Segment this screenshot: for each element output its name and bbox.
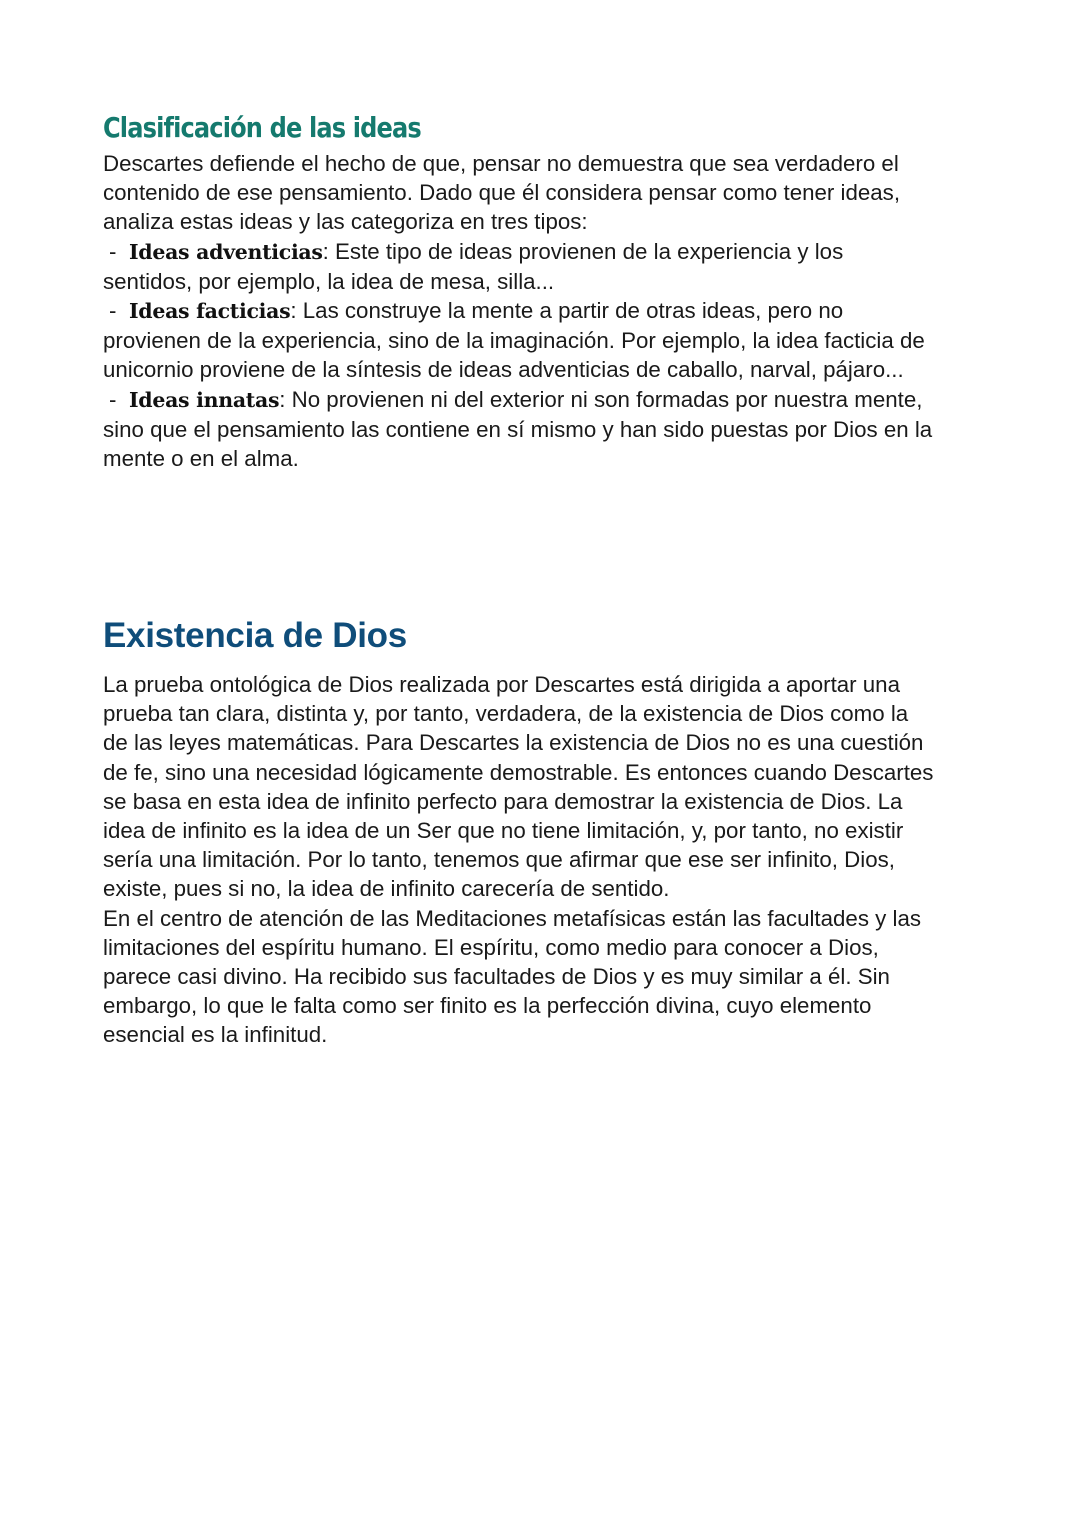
text-line: limitaciones del espíritu humano. El espíritu, como medio para conocer a Dios, bbox=[103, 934, 879, 960]
text-line: En el centro de atención de las Meditaciones metafísicas están las facultades y las bbox=[103, 905, 922, 931]
ideas-body bbox=[103, 149, 983, 473]
definition-text: : Este tipo de ideas provienen de la experiencia y los bbox=[322, 238, 844, 264]
bullet-dash: - bbox=[109, 238, 117, 264]
definition-text: : Las construye la mente a partir de otras ideas, pero no bbox=[290, 298, 844, 324]
text-line: Descartes defiende el hecho de que, pensar no demuestra que sea verdadero el bbox=[103, 151, 899, 176]
text-line: analiza estas ideas y las categoriza en tres tipos: bbox=[103, 209, 588, 235]
bullet-dash: - bbox=[109, 386, 117, 412]
paragraph-meditaciones bbox=[103, 904, 983, 1050]
list-item-adventicias bbox=[103, 237, 983, 267]
text-line: provienen de la experiencia, sino de la imaginación. Por ejemplo, la idea facticia de bbox=[103, 328, 925, 354]
text-line: sería una limitación. Por lo tanto, tenemos que afirmar que ese ser infinito, Dios, bbox=[103, 847, 895, 873]
text-line: embargo, lo que le falta como ser finito es la perfección divina, cuyo elemento bbox=[103, 993, 872, 1019]
text-line: existe, pues si no, la idea de infinito carecería de sentido. bbox=[103, 876, 670, 902]
text-line: de las leyes matemáticas. Para Descartes la existencia de Dios no es una cuestión bbox=[103, 730, 924, 756]
term-innatas: Ideas innatas bbox=[129, 387, 280, 412]
section-clasificacion-ideas bbox=[103, 108, 983, 473]
text-line: mente o en el alma. bbox=[103, 446, 299, 472]
paragraph-prueba-ontologica bbox=[103, 670, 983, 904]
term-facticias: Ideas facticias bbox=[129, 299, 291, 324]
text-line: idea de infinito es la idea de un Ser que no tiene limitación, y, por tanto, no existir bbox=[103, 818, 904, 844]
section-heading-existencia-dios: Existencia de Dios bbox=[103, 616, 407, 655]
text-line: sino que el pensamiento las contiene en sí mismo y han sido puestas por Dios en la bbox=[103, 416, 933, 442]
list-item-innatas bbox=[103, 385, 983, 415]
section-heading-clasificacion: Clasificación de las ideas bbox=[103, 111, 421, 144]
text-line: contenido de ese pensamiento. Dado que él considera pensar como tener ideas, bbox=[103, 180, 901, 206]
text-line: esencial es la infinitud. bbox=[103, 1022, 328, 1048]
text-line: sentidos, por ejemplo, la idea de mesa, silla... bbox=[103, 268, 555, 294]
term-adventicias: Ideas adventicias bbox=[129, 239, 323, 264]
section-existencia-dios bbox=[103, 614, 983, 1050]
definition-text: : No provienen ni del exterior ni son formadas por nuestra mente, bbox=[279, 386, 923, 412]
dios-body bbox=[103, 670, 983, 1050]
bullet-dash: - bbox=[109, 298, 117, 324]
text-line: de fe, sino una necesidad lógicamente demostrable. Es entonces cuando Descartes bbox=[103, 759, 934, 785]
text-line: unicornio proviene de la síntesis de ideas adventicias de caballo, narval, pájaro... bbox=[103, 357, 904, 383]
text-line: prueba tan clara, distinta y, por tanto, verdadera, de la existencia de Dios como la bbox=[103, 701, 909, 727]
text-line: se basa en esta idea de infinito perfecto para demostrar la existencia de Dios. La bbox=[103, 788, 903, 814]
text-line: La prueba ontológica de Dios realizada por Descartes está dirigida a aportar una bbox=[103, 672, 900, 697]
list-item-facticias bbox=[103, 296, 983, 326]
text-line: parece casi divino. Ha recibido sus facultades de Dios y es muy similar a él. Sin bbox=[103, 964, 890, 990]
